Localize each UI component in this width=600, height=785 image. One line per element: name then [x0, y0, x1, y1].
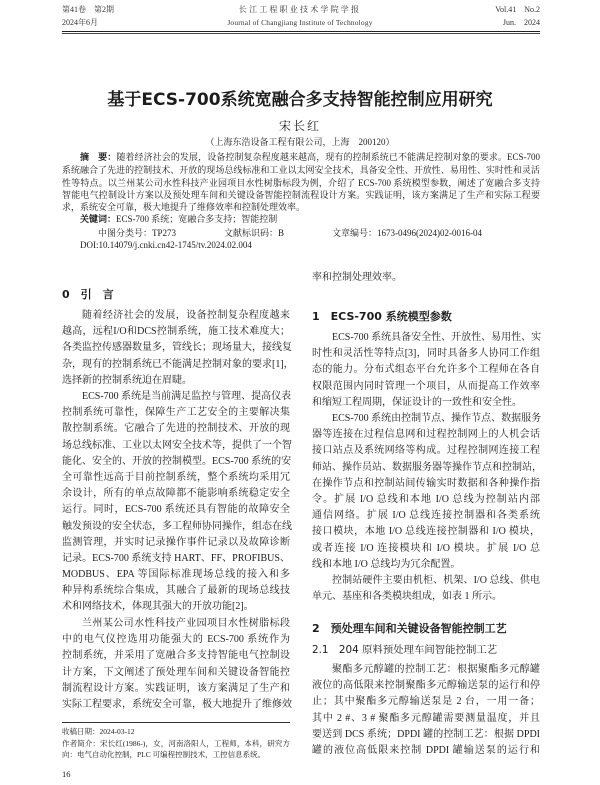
- text-line: 控制站硬件主要由机柜、机架、I/O 总线、供电: [332, 575, 540, 586]
- paragraph: [62, 616, 290, 713]
- clc-number: 中图分类号：TP273: [98, 227, 177, 238]
- text-line: 计方案，下文阐述了预处理车间和关键设备智能控: [62, 666, 290, 678]
- text-line: 罐的液位高低限来控制 DPDI 罐输送泵的运行和: [312, 744, 540, 756]
- text-line: 线和本地 I/O 总线均为冗余配置。: [312, 558, 461, 570]
- author-bio: 作者简介：宋长红(1986-)，女，河南洛阳人，工程师，本科，研究方向：电气自动化控制，PLC 可编程控制技术，工控信息系统。: [62, 738, 290, 759]
- section-heading: 1 ECS-700 系统模型参数: [312, 310, 452, 323]
- text-line: 止；其中聚酯多元醇输送泵是 2 台，一用一备；: [312, 696, 540, 708]
- subsection-heading-2-1: [312, 641, 540, 659]
- text-line: 术和网络技术，体现其强大的开放功能[2]。: [62, 601, 254, 613]
- text-line: 监测管理，并实时记录操作事件记录以及故障诊断: [62, 536, 290, 548]
- text-line: 控制系统可靠性，保障生产工艺安全的主要解决集: [62, 407, 290, 419]
- paragraph: [62, 389, 290, 616]
- journal-name-cn: 长江工程职业技术学院学报: [238, 5, 362, 14]
- text-line: 触发预设的安全状态，多工程师协同操作，组态在线: [62, 520, 292, 532]
- text-line: 选择新的控制系统迫在眉睫。: [62, 374, 192, 386]
- section-heading-0: [62, 286, 290, 304]
- text-line: 聚酯多元醇罐的控制工艺：根据聚酯多元醇罐: [332, 664, 540, 675]
- text-line: 场总线标准、工业以太网安全技术等，提供了一个智: [62, 439, 292, 451]
- text-line: ECS-700 系统由控制节点、操作节点、数据服务: [332, 413, 542, 424]
- text-line: 液位的高低限来控制聚酯多元醇输送泵的运行和停: [312, 680, 540, 692]
- text-line: 散控制系统。它融合了先进的控制技术、开放的现: [62, 423, 290, 435]
- header-volume: [495, 3, 540, 29]
- doi: DOI:10.14079/j.cnki.cn42-1745/tv.2024.02.004: [80, 240, 252, 251]
- text-line: ECS-700 系统具备安全性、开放性、易用性、实: [332, 332, 542, 343]
- text-line: 种异构系统综合集成，其融合了最新的现场总线技: [62, 585, 290, 597]
- section-heading-1: [312, 308, 540, 326]
- text-line: 全可靠性远高于目前控制系统，整个系统均采用冗: [62, 471, 290, 483]
- text-line: MODBUS、EPA 等国际标准现场总线的接入和多: [62, 569, 290, 581]
- text-line: 能化、安全的、开放的控制模型。ECS-700 系统的安: [62, 455, 292, 467]
- classification-line: [62, 227, 540, 239]
- text-line: 要送到 DCS 系统；DPDI 罐的控制工艺：根据 DPDI: [312, 728, 540, 740]
- text-line: 接口站点及系统网络等构成。过程控制网连接工程: [312, 445, 540, 457]
- text-line: 器等连接在过程信息网和过程控制网上的人机会话: [312, 429, 540, 441]
- subsection-heading: 2.1 204 原料预处理车间智能控制工艺: [312, 644, 498, 656]
- text-line: 和缩短工程周期，保证设计的一致性和安全性。: [312, 396, 522, 408]
- text-line: 制流程设计方案。实践证明，该方案满足了生产和: [62, 682, 290, 694]
- text-line: 令。扩展 I/O 总线和本地 I/O 总线为控制站内部: [312, 493, 540, 505]
- text-line: ECS-700 系统是当前满足监控与管理、提高仪表: [82, 391, 292, 402]
- keywords-text: ECS-700 系统；宽融合多支持；智能控制: [116, 214, 278, 225]
- keywords-label: 关键词：: [80, 215, 117, 226]
- section-heading: 0 引 言: [62, 288, 114, 301]
- text-line: 控制系统，并采用了宽融合多支持智能电气控制设: [62, 650, 290, 662]
- footnote-rule: [62, 722, 290, 723]
- header-issue-en: Vol.41 No.2: [495, 5, 540, 14]
- text-line: 随着经济社会的发展，设备控制复杂程度越来: [82, 310, 290, 321]
- text-line: 接口模块，本地 I/O 总线连接控制器和 I/O 模块，: [312, 526, 540, 538]
- header-issue: [62, 3, 114, 29]
- text-line: 各类监控传感器数量多，管线长；现场量大，接线复: [62, 342, 292, 354]
- text-line: 率和控制处理效率。: [312, 272, 402, 283]
- text-line: 记录。ECS-700 系统支持 HART、FF、PROFIBUS、: [62, 552, 290, 564]
- text-line: 或者连接 I/O 连接模块和 I/O 模块。扩展 I/O 总: [312, 542, 540, 554]
- paragraph: [312, 330, 540, 411]
- text-line: 兰州某公司水性科技产业园项目水性树脂标段: [82, 618, 290, 629]
- section-heading-2: [312, 620, 540, 638]
- text-line: 在操作节点和控制站间传输实时数据和各种操作指: [312, 477, 540, 489]
- text-line: 通信网络。扩展 I/O 总线连接控制器和各类系统: [312, 510, 540, 522]
- text-line: 实际工程要求，系统安全可靠，极大地提升了维修效: [62, 698, 292, 710]
- text-line: 余设计，所有的单点故障都不能影响系统稳定安全: [62, 488, 290, 500]
- header-date-en: Jun. 2024: [502, 18, 540, 27]
- paragraph: [312, 662, 540, 759]
- text-line: 权限范围内同时管理一个项目，从而提高工作效率: [312, 380, 540, 392]
- text-line: 其中 2 #、3 # 聚酯多元醇罐需要测量温度，并且: [312, 712, 540, 724]
- article-title: 基于ECS-700系统宽融合多支持智能控制应用研究: [107, 90, 493, 110]
- header-date-cn: 2024年6月: [62, 18, 98, 27]
- text-line: 师站、操作员站、数据服务器等操作节点和控制站，: [312, 461, 542, 473]
- header-rule-thin: [62, 33, 540, 34]
- text-line: 越高，远程I/O和DCS控制系统，施工技术难度大；: [62, 326, 290, 338]
- header-rule: [62, 31, 540, 32]
- author-affiliation: （上海东浩设备工程有限公司，上海 200120）: [205, 137, 395, 147]
- paragraph-continuation: [312, 270, 540, 286]
- paragraph: [312, 573, 540, 605]
- article-number: 文章编号：1673-0496(2024)02-0016-04: [332, 227, 483, 238]
- author-name: 宋长红: [278, 119, 321, 133]
- page-number: 16: [62, 769, 71, 779]
- abstract: [62, 151, 540, 213]
- document-code: 文献标识码：B: [224, 227, 285, 238]
- text-line: 单元、基座和各类模块组成，如表 1 所示。: [312, 591, 502, 603]
- abstract-label: 摘 要：: [80, 153, 117, 163]
- header-issue-cn: 第41卷 第2期: [62, 5, 114, 14]
- footnote: [62, 726, 290, 761]
- text-line: 杂，现有的控制系统已不能满足控制对象的要求[1]，: [62, 358, 294, 370]
- paragraph: [312, 411, 540, 573]
- received-date: 收稿日期：2024-03-12: [62, 727, 135, 736]
- text-line: 态的能力。分布式组态平台允许多个工程师在各自: [312, 364, 540, 376]
- journal-name-en: Journal of Changjiang Institute of Technology: [227, 18, 373, 27]
- text-line: 中的电气仪控选用功能强大的 ECS-700 系统作为: [62, 634, 290, 646]
- abstract-text: 随着经济社会的发展，设备控制复杂程度越来越高，现有的控制系统已不能满足控制对象的要求。ECS-700 系统融合了先进的控制技术、开放的现场总线标准和工业以太网安全技术，具备安全性、开放性、易用性、实时性和灵活性等特点。以兰州某公司水性科技产业园项目水性树脂标段为例，介绍了 ECS-700 系统模型参数，阐述了宽融合多支持智能电气控制设计方案以及预处理车间和关键设备智能控制流程设计方案。实践证明，该方案满足了生产和实际工程要求，系统安全可靠，极大地提升了维修效率和控制处理效率。: [62, 152, 540, 213]
- text-line: 运行。同时，ECS-700 系统还具有智能的故障安全: [62, 504, 290, 516]
- keywords: [62, 213, 540, 226]
- header-journal: [150, 3, 450, 29]
- text-line: 时性和灵活性等特点[3]，同时具备多人协同工作组: [312, 348, 540, 360]
- front-matter: [62, 151, 540, 251]
- section-heading: 2 预处理车间和关键设备智能控制工艺: [312, 622, 507, 635]
- paragraph: [62, 308, 294, 389]
